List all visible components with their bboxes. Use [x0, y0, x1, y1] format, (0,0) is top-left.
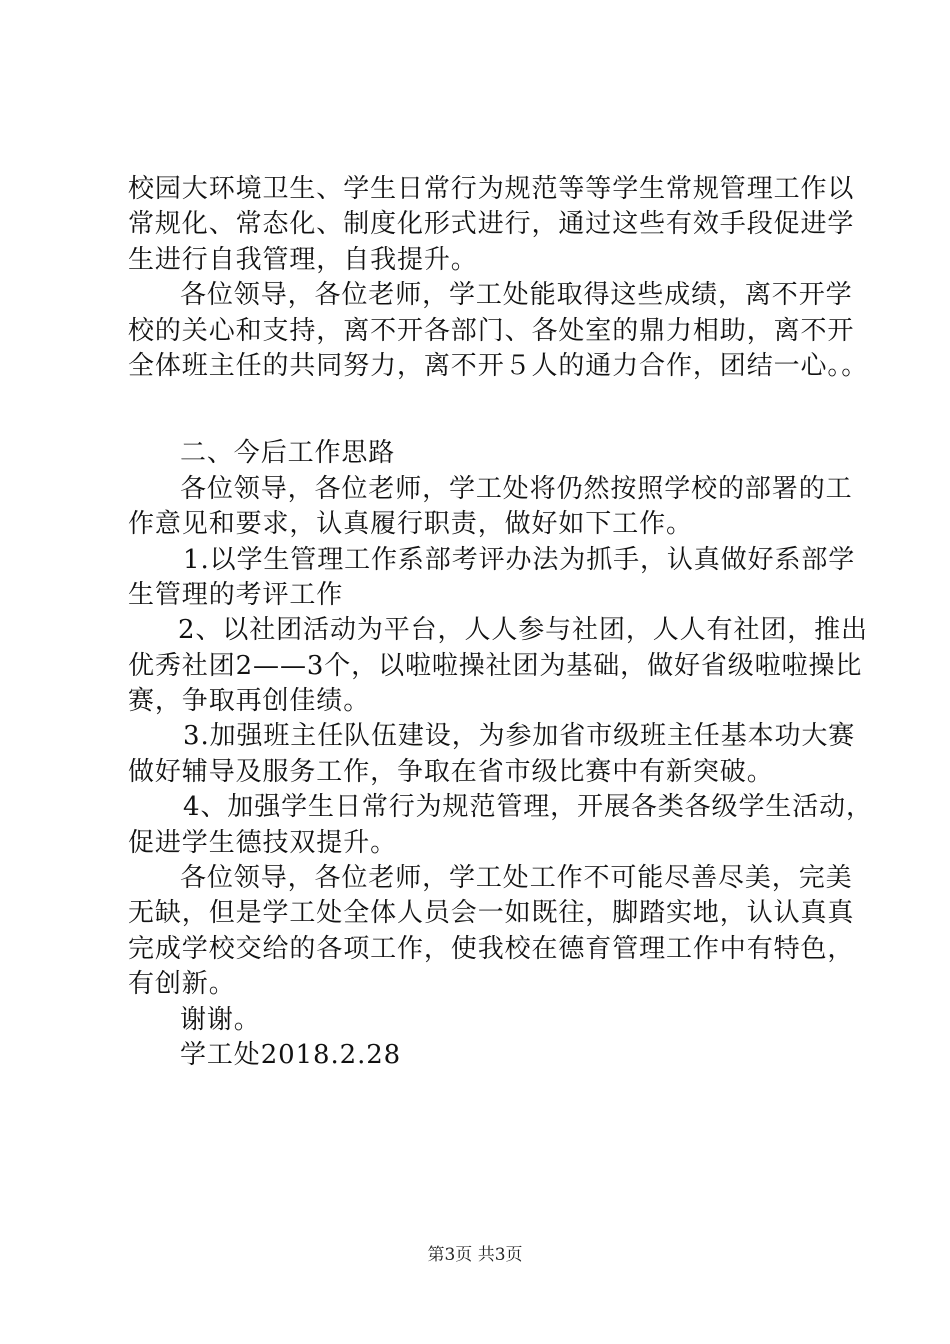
blank-line — [128, 384, 828, 436]
paragraph-line: 无缺，但是学工处全体人员会一如既往，脚踏实地，认认真真 — [128, 898, 855, 929]
paragraph-line: 生进行自我管理，自我提升。 — [128, 244, 478, 275]
list-item-line: 2、以社团活动为平台，人人参与社团，人人有社团，推出 — [178, 615, 868, 646]
paragraph-line: 常规化、常态化、制度化形式进行，通过这些有效手段促进学 — [128, 209, 855, 240]
list-item-line: 促进学生德技双提升。 — [128, 827, 398, 858]
paragraph-line: 全体班主任的共同努力，离不开５人的通力合作，团结一心。。 — [128, 350, 869, 381]
paragraph-line: 校的关心和支持，离不开各部门、各处室的鼎力相助，离不开 — [128, 315, 855, 346]
list-item-line: 做好辅导及服务工作，争取在省市级比赛中有新突破。 — [128, 756, 774, 787]
page-footer: 第3页 共3页 — [427, 1245, 523, 1265]
list-item-line: 4、加强学生日常行为规范管理，开展各类各级学生活动， — [183, 792, 873, 823]
section-heading: 二、今后工作思路 — [180, 438, 396, 469]
list-item-line: 1.以学生管理工作系部考评办法为抓手，认真做好系部学 — [183, 544, 856, 575]
list-item-line: 3.加强班主任队伍建设，为参加省市级班主任基本功大赛 — [183, 721, 856, 752]
paragraph-line: 各位领导，各位老师，学工处将仍然按照学校的部署的工 — [180, 473, 853, 504]
document-body — [128, 172, 873, 1073]
list-item-line: 优秀社团2——3个，以啦啦操社团为基础，做好省级啦啦操比 — [128, 650, 863, 681]
paragraph-line: 完成学校交给的各项工作，使我校在德育管理工作中有特色， — [128, 933, 855, 964]
paragraph-line: 各位领导，各位老师，学工处工作不可能尽善尽美，完美 — [180, 863, 853, 894]
thanks-line: 谢谢。 — [180, 1004, 261, 1035]
paragraph-line: 各位领导，各位老师，学工处能取得这些成绩，离不开学 — [180, 280, 853, 311]
paragraph-line: 校园大环境卫生、学生日常行为规范等等学生常规管理工作以 — [128, 174, 855, 204]
list-item-line: 生管理的考评工作 — [128, 579, 344, 610]
signature-line: 学工处2018.2.28 — [180, 1039, 402, 1070]
paragraph-line: 有创新。 — [128, 969, 236, 1000]
list-item-line: 赛，争取再创佳绩。 — [128, 686, 371, 717]
paragraph-line: 作意见和要求，认真履行职责，做好如下工作。 — [128, 509, 693, 540]
